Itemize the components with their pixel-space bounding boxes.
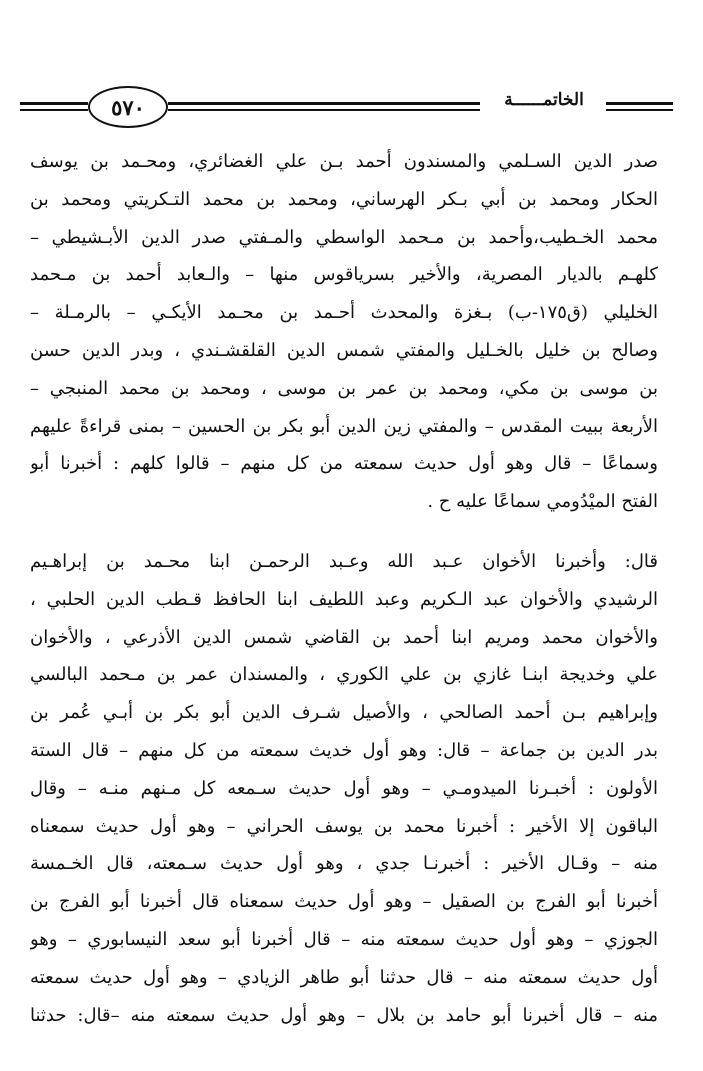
header-rule-left: [20, 102, 88, 111]
text-line: الرشيدي والأخوان عبد الـكريم وعبد اللطيف ابنا الحافظ قـطب الدين الحلبي ،: [30, 588, 658, 610]
text-line: الأولون : أخبـرنا الميدومـي – وهو أول حديث سـمعه كل مـنهم منـه – وقال: [30, 777, 658, 799]
text-line: أخبرنا أبو الفرج بن الصقيل – وهو أول حديث سمعناه قال أخبرنا أبو الفرج بن: [30, 891, 658, 913]
header-rule-right: [606, 102, 673, 111]
text-line: بدر الدين بن جماعة – قال: وهو أول خديث سمعته من كل منهم – قال الستة: [30, 739, 658, 761]
text-line: الحكار ومحمد بن أبي بـكر الهرساني، ومحمد بن محمد التـكريتي ومحمد بن: [30, 188, 658, 210]
text-line: محمد الخـطيب،وأحمد بن مـحمد الواسطي والمـفتي صدر الدين الأبـشيطي –: [30, 226, 658, 248]
text-line: وإبراهيم بـن أحمد الصالحي ، والأصيل شـرف الدين أبو بكر بن أبـي عُمر بن: [30, 702, 658, 724]
section-title: الخاتمــــــة: [504, 90, 584, 110]
text-line: بن موسى بن مكي، ومحمد بن عمر بن موسى ، ومحمد بن محمد المنبجي –: [30, 377, 658, 399]
text-line: الخليلي (ق١٧٥-ب) بـغزة والمحدث أحـمد بن محـمد الأيكـي – بالرمـلة –: [30, 302, 658, 324]
running-header: [20, 86, 673, 132]
text-line: صدر الدين السـلمي والمسندون أحمد بـن علي الغضائري، ومحـمد بن يوسف: [30, 151, 658, 172]
text-line: أول حديث سمعته منه – قال حدثنا أبو طاهر الزيادي – وهو أول حديث سمعته: [30, 966, 658, 988]
text-line: وسماعًا – قال وهو أول حديث سمعته من كل منهم – قالوا كلهم : أخبرنا أبو: [30, 453, 658, 475]
text-line: وصالح بن خليل بالخـليل والمفتي شمس الدين القلقشـندي ، وبدر الدين حسن: [30, 339, 658, 361]
paragraph-1: [30, 143, 658, 521]
text-line: الفتح الميْدُومي سماعًا عليه ح .: [427, 491, 658, 513]
page-number: ٥٧٠: [88, 86, 168, 128]
paragraph-2: [30, 543, 658, 1034]
text-line: قال: وأخبرنا الأخوان عـبد الله وعـبد الرحمـن ابنا محـمد بن إبراهـيم: [30, 551, 658, 572]
text-line: كلهـم بالديار المصرية، والأخير بسرياقوس منها – والـعابد أحمد بن مـحمد: [30, 264, 658, 286]
text-line: والأخوان محمد ومريم ابنا أحمد بن القاضي شمس الدين الأذرعي ، والأخوان: [30, 626, 658, 648]
text-line: الأربعة ببيت المقدس – والمفتي زين الدين أبو بكر بن الحسين – بمنى قراءةً عليهم: [30, 415, 658, 437]
text-line: علي وخديجة ابنـا غازي بن علي الكوري ، والمسندان عمر بن مـحمد البالسي: [30, 664, 658, 686]
text-line: منه – وقـال الأخير : أخبرنـا جدي ، وهو أول حديث سـمعته، قال الخـمسة: [30, 853, 658, 875]
header-rule-middle: [168, 102, 480, 111]
text-line: منه – قال أخبرنا أبو حامد بن بلال – وهو أول حديث سمعته منه –قال: حدثنا: [30, 1004, 658, 1026]
text-line: الجوزي – وهو أول حديث سمعته منه – قال أخبرنا أبو سعد النيسابوري – وهو: [30, 928, 658, 950]
text-line: الباقون إلا الأخير : أخبرنا محمد بن يوسف الحراني – وهو أول حديث سمعناه: [30, 815, 658, 837]
